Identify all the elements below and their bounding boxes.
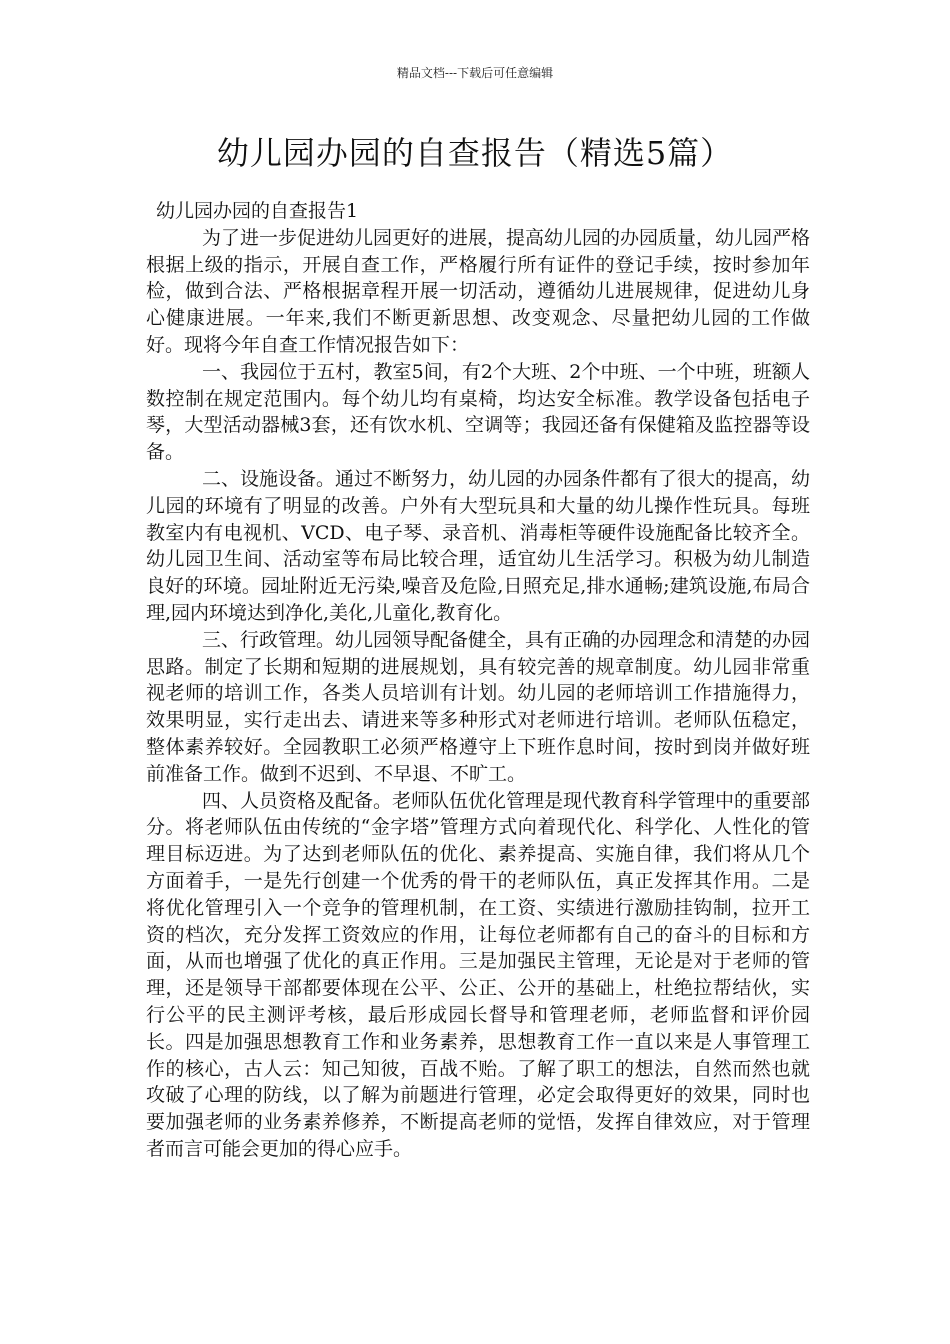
paragraph-intro: 为了进一步促进幼儿园更好的进展，提高幼儿园的办园质量，幼儿园严格根据上级的指示，开展自查工作，严格履行所有证件的登记手续，按时参加年检，做到合法、严格根据章程开展一切活动，遵循幼儿进展规律，促进幼儿身心健康进展。一年来,我们不断更新思想、改变观念、尽量把幼儿园的工作做好。现将今年自查工作情况报告如下： [146, 226, 811, 356]
paragraph-staffing: 四、人员资格及配备。老师队伍优化管理是现代教育科学管理中的重要部分。将老师队伍由传统的“金字塔”管理方式向着现代化、科学化、人性化的管理目标迈进。为了达到老师队伍的优化、素养提高、实施自律，我们将从几个方面着手，一是先行创建一个优秀的骨干的老师队伍，真正发挥其作用。二是将优化管理引入一个竞争的管理机制，在工资、实绩进行激励挂钩制，拉开工资的档次，充分发挥工资效应的作用，让每位老师都有自己的奋斗的目标和方面，从而也增强了优化的真正作用。三是加强民主管理，无论是对于老师的管理，还是领导干部都要体现在公平、公正、公开的基础上，杜绝拉帮结伙，实行公平的民主测评考核，最后形成园长督导和管理老师，老师监督和评价园长。四是加强思想教育工作和业务素养，思想教育工作一直以来是人事管理工作的核心，古人云：知己知彼，百战不贻。了解了职工的想法，自然而然也就攻破了心理的防线，以了解为前题进行管理，必定会取得更好的效果，同时也要加强老师的业务素养修养，不断提高老师的觉悟，发挥自律效应，对于管理者而言可能会更加的得心应手。 [146, 789, 811, 1160]
document-body [146, 198, 810, 1163]
section-subtitle: 幼儿园办园的自查报告1 [156, 200, 359, 222]
paragraph-location: 一、我园位于五村，教室5间，有2个大班、2个中班、一个中班，班额人数控制在规定范围内。每个幼儿均有桌椅，均达安全标准。教学设备包括电子琴，大型活动器械3套，还有饮水机、空调等；我园还备有保健箱及监控器等设备。 [146, 360, 810, 464]
paragraph-facilities: 二、设施设备。通过不断努力，幼儿园的办园条件都有了很大的提高，幼儿园的环境有了明显的改善。户外有大型玩具和大量的幼儿操作性玩具。每班教室内有电视机、VCD、电子琴、录音机、消毒柜等硬件设施配备比较齐全。幼儿园卫生间、活动室等布局比较合理，适宜幼儿生活学习。积极为幼儿制造良好的环境。园址附近无污染,噪音及危险,日照充足,排水通畅;建筑设施,布局合理,园内环境达到净化,美化,儿童化,教育化。 [146, 467, 811, 624]
page-header: 精品文档---下载后可任意编辑 [396, 66, 554, 80]
paragraph-administration: 三、行政管理。幼儿园领导配备健全，具有正确的办园理念和清楚的办园思路。制定了长期和短期的进展规划，具有较完善的规章制度。幼儿园非常重视老师的培训工作，各类人员培训有计划。幼儿园的老师培训工作措施得力，效果明显，实行走出去、请进来等多种形式对老师进行培训。老师队伍稳定，整体素养较好。全园教职工必须严格遵守上下班作息时间，按时到岗并做好班前准备工作。做到不迟到、不早退、不旷工。 [146, 628, 811, 785]
document-title: 幼儿园办园的自查报告（精选5篇） [216, 134, 734, 172]
